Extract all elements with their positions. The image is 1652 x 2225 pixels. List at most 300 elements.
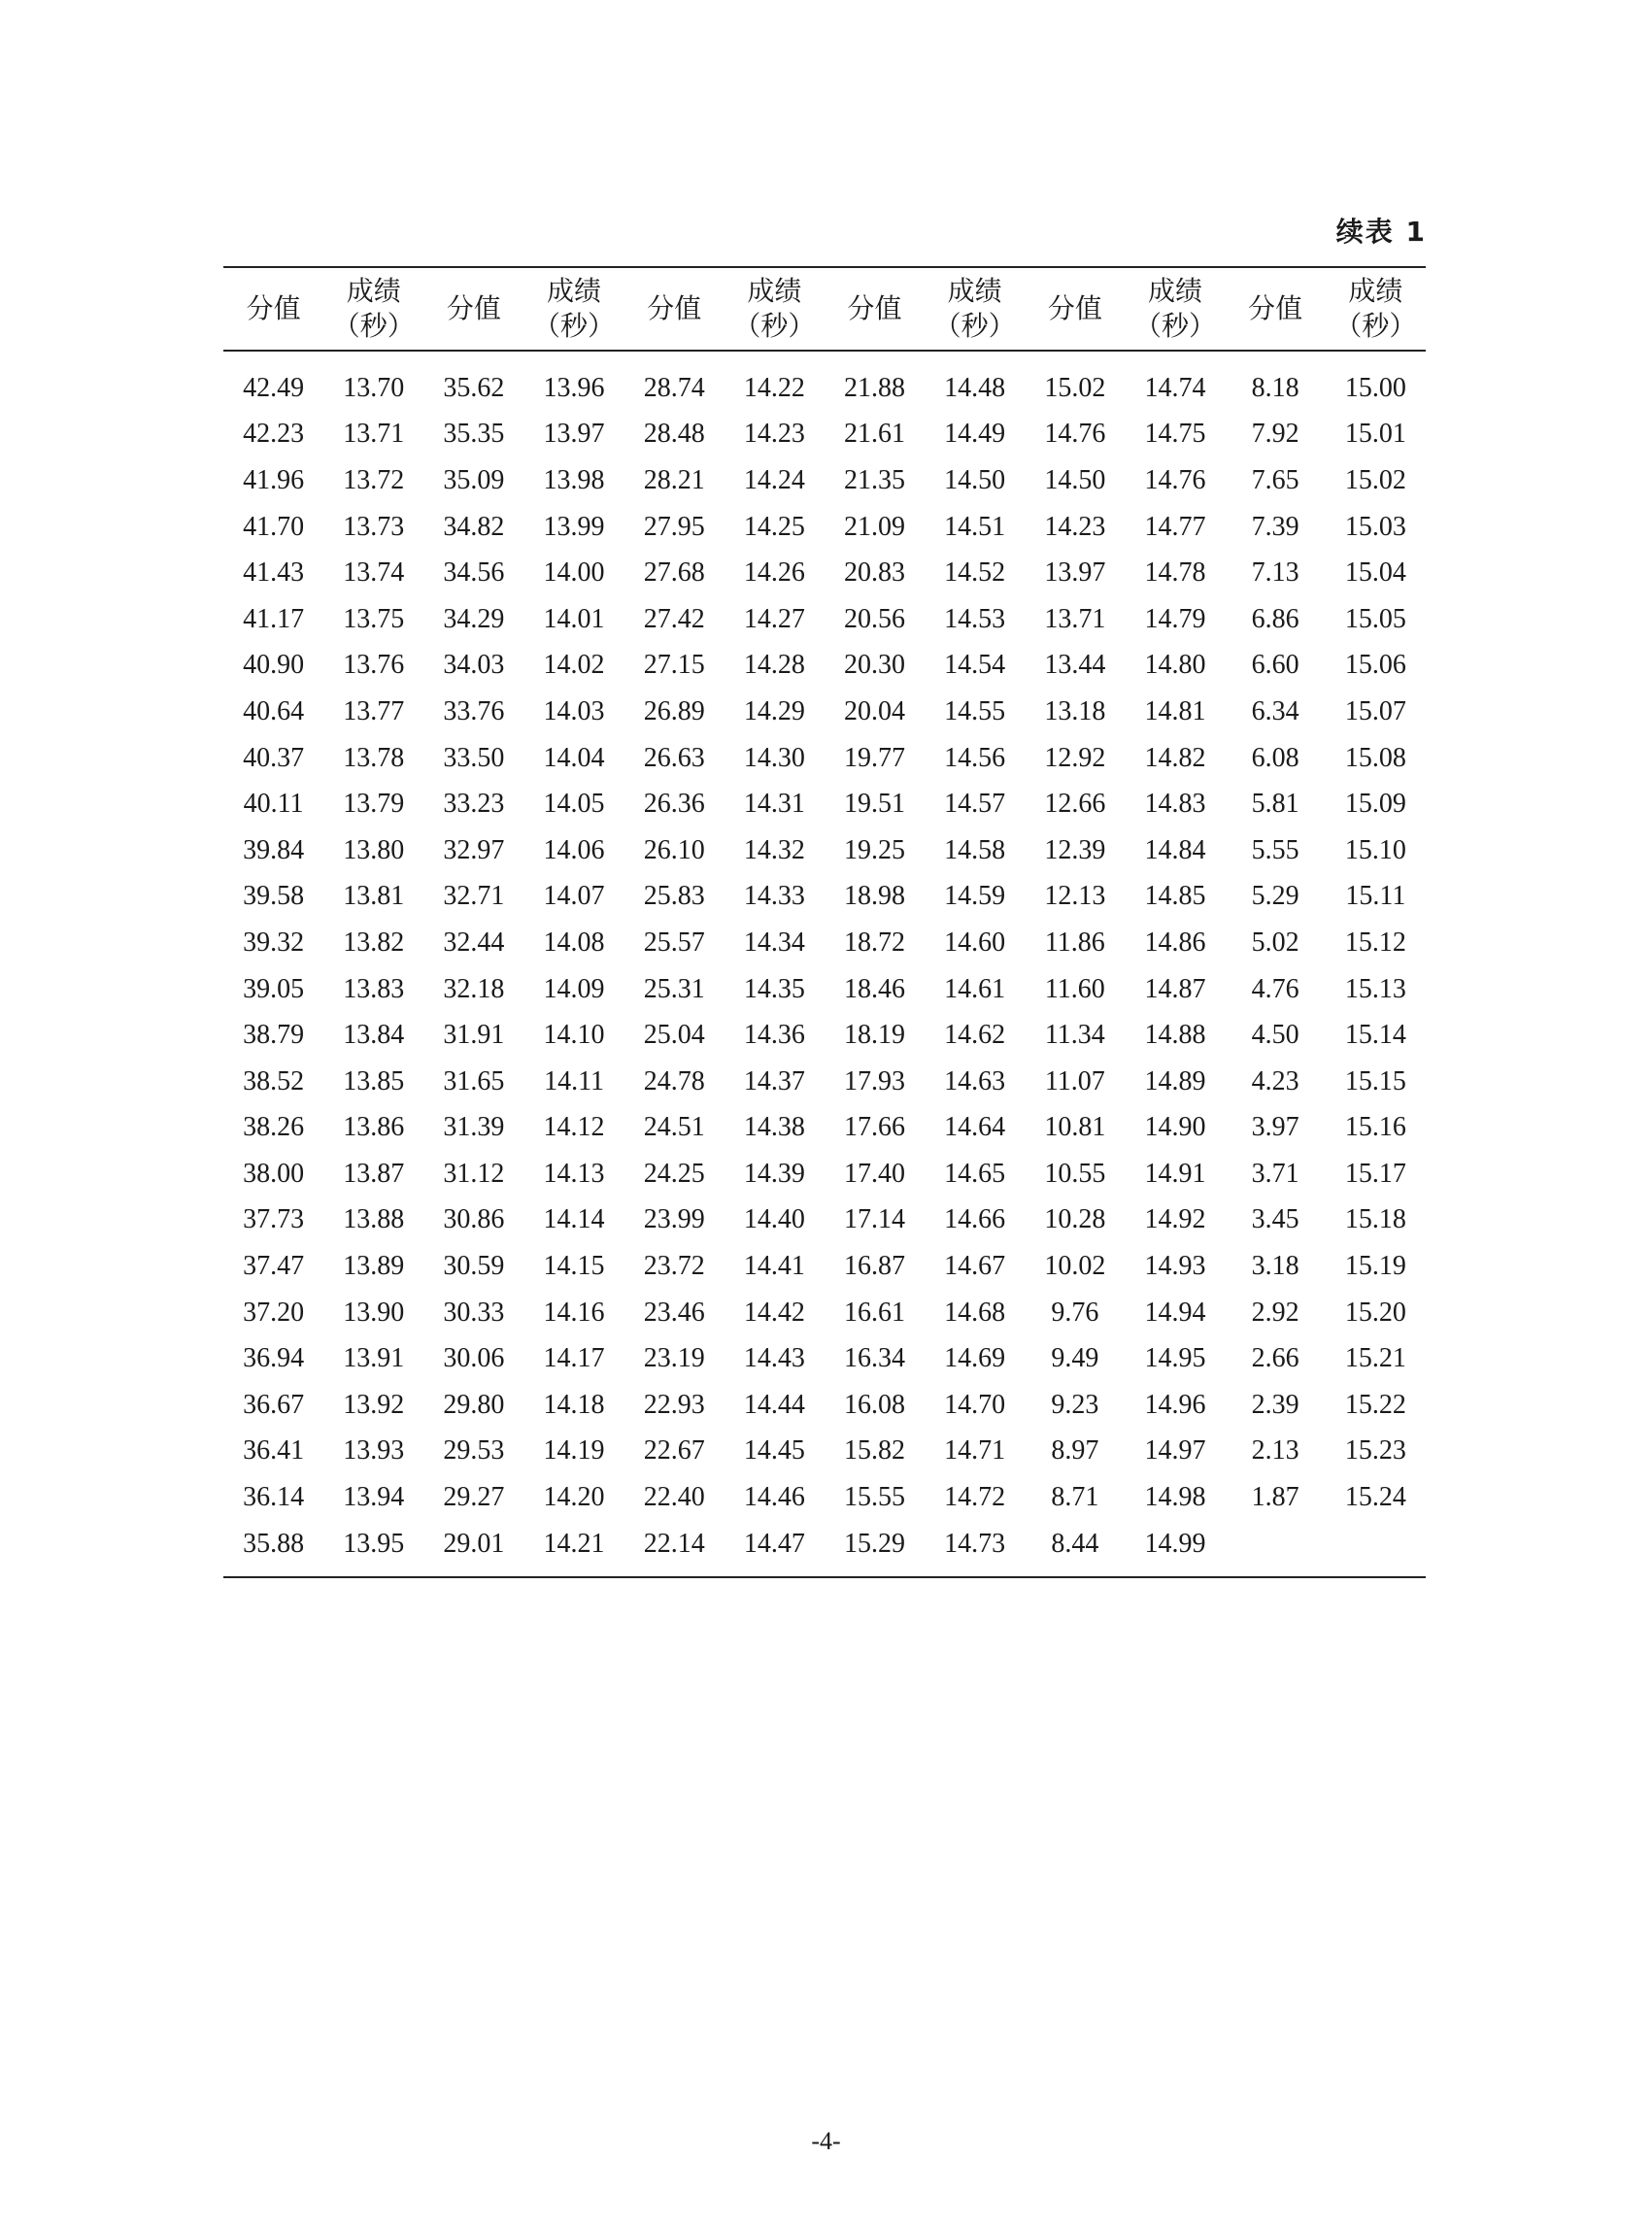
- points-cell: 6.86: [1251, 603, 1299, 634]
- points-cell: 5.81: [1251, 789, 1299, 820]
- points-cell: 41.96: [243, 464, 305, 495]
- header-points: [1226, 267, 1326, 351]
- header-score-seconds: [725, 267, 825, 351]
- time-cell: 13.95: [343, 1528, 405, 1559]
- header-points: [624, 267, 725, 351]
- points-cell: 17.14: [844, 1204, 906, 1235]
- points-cell: 42.49: [243, 372, 305, 403]
- points-cell: 15.02: [1044, 372, 1106, 403]
- page-number: -4-: [811, 2127, 841, 2155]
- time-cell: 14.51: [944, 511, 1006, 542]
- time-cell: 14.74: [1144, 372, 1206, 403]
- time-cell: 15.07: [1344, 695, 1406, 726]
- table-row: [223, 874, 1426, 921]
- points-cell: 28.74: [643, 372, 705, 403]
- points-cell: 36.41: [243, 1435, 305, 1466]
- header-unit: （秒）: [1133, 310, 1216, 342]
- points-cell: 16.61: [844, 1297, 906, 1328]
- table-row: [223, 457, 1426, 504]
- points-cell: 34.29: [443, 603, 505, 634]
- time-cell: 14.80: [1144, 650, 1206, 681]
- time-cell: 14.47: [743, 1528, 805, 1559]
- points-cell: 36.94: [243, 1343, 305, 1374]
- time-cell: 14.09: [543, 973, 605, 1004]
- points-cell: 21.88: [844, 372, 906, 403]
- time-cell: 14.61: [944, 973, 1006, 1004]
- points-cell: 8.71: [1051, 1482, 1099, 1513]
- points-cell: 12.39: [1044, 834, 1106, 865]
- points-cell: 13.44: [1044, 650, 1106, 681]
- points-cell: 19.51: [844, 789, 906, 820]
- time-cell: 14.89: [1144, 1065, 1206, 1096]
- time-cell: 15.05: [1344, 603, 1406, 634]
- time-cell: 13.78: [343, 742, 405, 773]
- points-cell: 20.30: [844, 650, 906, 681]
- time-cell: 14.60: [944, 927, 1006, 958]
- header-unit: （秒）: [733, 310, 816, 342]
- score-table-container: [223, 266, 1426, 1578]
- time-cell: 13.97: [543, 419, 605, 450]
- time-cell: 15.14: [1344, 1020, 1406, 1051]
- points-cell: 33.50: [443, 742, 505, 773]
- points-cell: 14.50: [1044, 464, 1106, 495]
- points-cell: 28.48: [643, 419, 705, 450]
- points-cell: 32.18: [443, 973, 505, 1004]
- time-cell: 15.22: [1344, 1389, 1406, 1420]
- time-cell: 13.99: [543, 511, 605, 542]
- points-cell: 7.39: [1251, 511, 1299, 542]
- table-row: [223, 1521, 1426, 1578]
- points-cell: 8.18: [1251, 372, 1299, 403]
- table-body: [223, 351, 1426, 1577]
- header-label: 成绩: [346, 275, 401, 307]
- time-cell: 14.02: [543, 650, 605, 681]
- time-cell: 14.92: [1144, 1204, 1206, 1235]
- points-cell: 22.93: [643, 1389, 705, 1420]
- points-cell: 4.76: [1251, 973, 1299, 1004]
- points-cell: 26.89: [643, 695, 705, 726]
- time-cell: 14.32: [743, 834, 805, 865]
- time-cell: 14.07: [543, 881, 605, 912]
- points-cell: 7.13: [1251, 557, 1299, 589]
- time-cell: 15.06: [1344, 650, 1406, 681]
- points-cell: 40.11: [243, 789, 304, 820]
- time-cell: 15.13: [1344, 973, 1406, 1004]
- time-cell: 15.08: [1344, 742, 1406, 773]
- time-cell: 13.81: [343, 881, 405, 912]
- time-cell: 15.21: [1344, 1343, 1406, 1374]
- points-cell: 18.46: [844, 973, 906, 1004]
- time-cell: 14.88: [1144, 1020, 1206, 1051]
- time-cell: 14.19: [543, 1435, 605, 1466]
- time-cell: 13.72: [343, 464, 405, 495]
- table-row: [223, 1197, 1426, 1244]
- points-cell: 29.27: [443, 1482, 505, 1513]
- time-cell: 14.83: [1144, 789, 1206, 820]
- points-cell: 32.71: [443, 881, 505, 912]
- points-cell: 4.50: [1251, 1020, 1299, 1051]
- header-points: [1025, 267, 1125, 351]
- points-cell: 3.18: [1251, 1251, 1299, 1282]
- points-cell: 1.87: [1251, 1482, 1299, 1513]
- table-row: [223, 920, 1426, 966]
- time-cell: 13.71: [343, 419, 405, 450]
- time-cell: 14.84: [1144, 834, 1206, 865]
- points-cell: 10.28: [1044, 1204, 1106, 1235]
- points-cell: 24.25: [643, 1158, 705, 1189]
- table-row: [223, 1429, 1426, 1475]
- time-cell: 14.16: [543, 1297, 605, 1328]
- time-cell: 14.38: [743, 1112, 805, 1143]
- points-cell: 41.70: [243, 511, 305, 542]
- time-cell: 14.63: [944, 1065, 1006, 1096]
- points-cell: 6.08: [1251, 742, 1299, 773]
- points-cell: 11.86: [1044, 927, 1105, 958]
- time-cell: 13.76: [343, 650, 405, 681]
- points-cell: 3.71: [1251, 1158, 1299, 1189]
- time-cell: 13.73: [343, 511, 405, 542]
- time-cell: 15.02: [1344, 464, 1406, 495]
- time-cell: 14.12: [543, 1112, 605, 1143]
- header-label: 分值: [246, 292, 301, 324]
- time-cell: 14.20: [543, 1482, 605, 1513]
- time-cell: 14.70: [944, 1389, 1006, 1420]
- time-cell: 13.85: [343, 1065, 405, 1096]
- time-cell: 14.94: [1144, 1297, 1206, 1328]
- points-cell: 17.66: [844, 1112, 906, 1143]
- time-cell: 13.74: [343, 557, 405, 589]
- time-cell: 14.97: [1144, 1435, 1206, 1466]
- table-row: [223, 412, 1426, 458]
- time-cell: 14.08: [543, 927, 605, 958]
- points-cell: 37.73: [243, 1204, 305, 1235]
- points-cell: 20.83: [844, 557, 906, 589]
- header-score-seconds: [523, 267, 624, 351]
- points-cell: 11.07: [1044, 1065, 1105, 1096]
- time-cell: 13.89: [343, 1251, 405, 1282]
- points-cell: 38.00: [243, 1158, 305, 1189]
- table-row: [223, 966, 1426, 1013]
- points-cell: 15.29: [844, 1528, 906, 1559]
- time-cell: 15.18: [1344, 1204, 1406, 1235]
- time-cell: 14.21: [543, 1528, 605, 1559]
- time-cell: 13.90: [343, 1297, 405, 1328]
- points-cell: 10.81: [1044, 1112, 1106, 1143]
- table-header: [223, 267, 1426, 351]
- time-cell: 14.93: [1144, 1251, 1206, 1282]
- points-cell: 2.92: [1251, 1297, 1299, 1328]
- time-cell: 14.35: [743, 973, 805, 1004]
- points-cell: 21.35: [844, 464, 906, 495]
- time-cell: 14.64: [944, 1112, 1006, 1143]
- time-cell: 14.55: [944, 695, 1006, 726]
- points-cell: 37.20: [243, 1297, 305, 1328]
- time-cell: 14.45: [743, 1435, 805, 1466]
- table-row: [223, 827, 1426, 874]
- time-cell: 15.20: [1344, 1297, 1406, 1328]
- time-cell: 14.58: [944, 834, 1006, 865]
- points-cell: 19.77: [844, 742, 906, 773]
- points-cell: 19.25: [844, 834, 906, 865]
- time-cell: 14.43: [743, 1343, 805, 1374]
- points-cell: 39.32: [243, 927, 305, 958]
- time-cell: 14.30: [743, 742, 805, 773]
- header-label: 分值: [847, 292, 902, 324]
- points-cell: 35.62: [443, 372, 505, 403]
- time-cell: 14.03: [543, 695, 605, 726]
- points-cell: 4.23: [1251, 1065, 1299, 1096]
- points-cell: 18.19: [844, 1020, 906, 1051]
- time-cell: 14.14: [543, 1204, 605, 1235]
- time-cell: 14.75: [1144, 419, 1206, 450]
- time-cell: 14.48: [944, 372, 1006, 403]
- points-cell: 7.92: [1251, 419, 1299, 450]
- points-cell: 36.67: [243, 1389, 305, 1420]
- points-cell: 10.55: [1044, 1158, 1106, 1189]
- time-cell: 15.11: [1345, 881, 1406, 912]
- time-cell: 14.18: [543, 1389, 605, 1420]
- points-cell: 31.12: [443, 1158, 505, 1189]
- time-cell: 14.56: [944, 742, 1006, 773]
- points-cell: 35.35: [443, 419, 505, 450]
- header-unit: （秒）: [933, 310, 1016, 342]
- points-cell: 25.31: [643, 973, 705, 1004]
- time-cell: 14.67: [944, 1251, 1006, 1282]
- points-cell: 34.82: [443, 511, 505, 542]
- points-cell: 16.34: [844, 1343, 906, 1374]
- time-cell: 14.40: [743, 1204, 805, 1235]
- time-cell: 14.73: [944, 1528, 1006, 1559]
- time-cell: 14.81: [1144, 695, 1206, 726]
- points-cell: 30.06: [443, 1343, 505, 1374]
- time-cell: 14.11: [544, 1065, 605, 1096]
- time-cell: 14.34: [743, 927, 805, 958]
- points-cell: 29.80: [443, 1389, 505, 1420]
- time-cell: 15.03: [1344, 511, 1406, 542]
- time-cell: 14.57: [944, 789, 1006, 820]
- points-cell: 12.66: [1044, 789, 1106, 820]
- time-cell: 14.53: [944, 603, 1006, 634]
- header-label: 成绩: [947, 275, 1002, 307]
- time-cell: 14.65: [944, 1158, 1006, 1189]
- points-cell: 13.71: [1044, 603, 1106, 634]
- time-cell: 14.41: [743, 1251, 805, 1282]
- time-cell: 15.16: [1344, 1112, 1406, 1143]
- time-cell: 14.13: [543, 1158, 605, 1189]
- points-cell: 23.72: [643, 1251, 705, 1282]
- table-row: [223, 735, 1426, 782]
- time-cell: 13.80: [343, 834, 405, 865]
- header-label: 成绩: [1147, 275, 1202, 307]
- points-cell: 25.04: [643, 1020, 705, 1051]
- time-cell: 14.87: [1144, 973, 1206, 1004]
- time-cell: 13.70: [343, 372, 405, 403]
- header-score-seconds: [1125, 267, 1225, 351]
- time-cell: 13.86: [343, 1112, 405, 1143]
- points-cell: 8.44: [1051, 1528, 1099, 1559]
- header-label: 成绩: [1348, 275, 1403, 307]
- points-cell: 39.05: [243, 973, 305, 1004]
- points-cell: 31.65: [443, 1065, 505, 1096]
- points-cell: 40.64: [243, 695, 305, 726]
- points-cell: 30.33: [443, 1297, 505, 1328]
- time-cell: 13.79: [343, 789, 405, 820]
- points-cell: 27.42: [643, 603, 705, 634]
- time-cell: 15.15: [1344, 1065, 1406, 1096]
- points-cell: 22.67: [643, 1435, 705, 1466]
- points-cell: 30.59: [443, 1251, 505, 1282]
- table-row: [223, 504, 1426, 551]
- points-cell: 35.88: [243, 1528, 305, 1559]
- time-cell: [1326, 1521, 1426, 1578]
- points-cell: 3.97: [1251, 1112, 1299, 1143]
- points-cell: 5.29: [1251, 881, 1299, 912]
- points-cell: 30.86: [443, 1204, 505, 1235]
- time-cell: 14.05: [543, 789, 605, 820]
- header-label: 分值: [1248, 292, 1303, 324]
- time-cell: 13.87: [343, 1158, 405, 1189]
- time-cell: 15.17: [1344, 1158, 1406, 1189]
- header-points: [223, 267, 323, 351]
- time-cell: 14.96: [1144, 1389, 1206, 1420]
- table-row: [223, 1335, 1426, 1382]
- time-cell: 14.86: [1144, 927, 1206, 958]
- time-cell: 14.66: [944, 1204, 1006, 1235]
- points-cell: 27.15: [643, 650, 705, 681]
- time-cell: 14.46: [743, 1482, 805, 1513]
- header-score-seconds: [323, 267, 423, 351]
- table-caption: 续表 1: [1335, 216, 1427, 248]
- time-cell: 15.09: [1344, 789, 1406, 820]
- time-cell: 13.92: [343, 1389, 405, 1420]
- points-cell: 23.99: [643, 1204, 705, 1235]
- points-cell: 41.17: [243, 603, 305, 634]
- table-row: [223, 1382, 1426, 1429]
- time-cell: 14.25: [743, 511, 805, 542]
- points-cell: 8.97: [1051, 1435, 1099, 1466]
- points-cell: 23.19: [643, 1343, 705, 1374]
- table-row: [223, 643, 1426, 690]
- points-cell: 37.47: [243, 1251, 305, 1282]
- points-cell: 3.45: [1251, 1204, 1299, 1235]
- points-cell: 10.02: [1044, 1251, 1106, 1282]
- time-cell: 14.82: [1144, 742, 1206, 773]
- header-score-seconds: [925, 267, 1025, 351]
- table-row: [223, 1105, 1426, 1152]
- points-cell: 34.56: [443, 557, 505, 589]
- table-row: [223, 1059, 1426, 1105]
- time-cell: 14.50: [944, 464, 1006, 495]
- points-cell: 41.43: [243, 557, 305, 589]
- table-row: [223, 781, 1426, 827]
- points-cell: 13.18: [1044, 695, 1106, 726]
- points-cell: 9.23: [1051, 1389, 1099, 1420]
- time-cell: 13.93: [343, 1435, 405, 1466]
- table-row: [223, 1474, 1426, 1521]
- score-table: [223, 266, 1426, 1578]
- points-cell: 2.66: [1251, 1343, 1299, 1374]
- time-cell: 14.26: [743, 557, 805, 589]
- time-cell: 14.22: [743, 372, 805, 403]
- header-unit: （秒）: [1334, 310, 1417, 342]
- time-cell: 14.98: [1144, 1482, 1206, 1513]
- time-cell: 14.33: [743, 881, 805, 912]
- time-cell: 14.15: [543, 1251, 605, 1282]
- points-cell: 26.36: [643, 789, 705, 820]
- points-cell: 15.55: [844, 1482, 906, 1513]
- time-cell: 14.59: [944, 881, 1006, 912]
- header-points: [825, 267, 925, 351]
- header-label: 成绩: [747, 275, 802, 307]
- time-cell: 14.37: [743, 1065, 805, 1096]
- points-cell: 22.14: [643, 1528, 705, 1559]
- table-row: [223, 1151, 1426, 1197]
- points-cell: 13.97: [1044, 557, 1106, 589]
- time-cell: 14.29: [743, 695, 805, 726]
- time-cell: 14.04: [543, 742, 605, 773]
- time-cell: 14.99: [1144, 1528, 1206, 1559]
- table-row: [223, 1243, 1426, 1290]
- time-cell: 13.84: [343, 1020, 405, 1051]
- points-cell: 33.76: [443, 695, 505, 726]
- time-cell: 14.72: [944, 1482, 1006, 1513]
- header-label: 分值: [647, 292, 702, 324]
- time-cell: 13.94: [343, 1482, 405, 1513]
- time-cell: 14.54: [944, 650, 1006, 681]
- time-cell: 15.12: [1344, 927, 1406, 958]
- time-cell: 14.90: [1144, 1112, 1206, 1143]
- time-cell: 14.95: [1144, 1343, 1206, 1374]
- time-cell: 13.83: [343, 973, 405, 1004]
- points-cell: 7.65: [1251, 464, 1299, 495]
- points-cell: 11.60: [1044, 973, 1105, 1004]
- time-cell: 13.82: [343, 927, 405, 958]
- time-cell: 14.06: [543, 834, 605, 865]
- points-cell: 21.61: [844, 419, 906, 450]
- points-cell: 11.34: [1044, 1020, 1105, 1051]
- time-cell: 14.76: [1144, 464, 1206, 495]
- time-cell: 14.27: [743, 603, 805, 634]
- points-cell: 20.56: [844, 603, 906, 634]
- points-cell: 34.03: [443, 650, 505, 681]
- points-cell: 33.23: [443, 789, 505, 820]
- points-cell: 29.01: [443, 1528, 505, 1559]
- points-cell: 24.78: [643, 1065, 705, 1096]
- points-cell: 39.84: [243, 834, 305, 865]
- time-cell: 13.77: [343, 695, 405, 726]
- header-points: [423, 267, 523, 351]
- time-cell: 14.91: [1144, 1158, 1206, 1189]
- time-cell: 13.88: [343, 1204, 405, 1235]
- table-row: [223, 351, 1426, 412]
- table-row: [223, 550, 1426, 596]
- points-cell: 27.95: [643, 511, 705, 542]
- time-cell: 15.10: [1344, 834, 1406, 865]
- time-cell: 14.39: [743, 1158, 805, 1189]
- table-row: [223, 1290, 1426, 1336]
- time-cell: 14.52: [944, 557, 1006, 589]
- points-cell: 31.39: [443, 1112, 505, 1143]
- header-label: 分值: [446, 292, 501, 324]
- points-cell: 5.02: [1251, 927, 1299, 958]
- points-cell: 12.92: [1044, 742, 1106, 773]
- time-cell: 14.24: [743, 464, 805, 495]
- points-cell: 17.40: [844, 1158, 906, 1189]
- points-cell: 31.91: [443, 1020, 505, 1051]
- points-cell: 32.44: [443, 927, 505, 958]
- time-cell: 14.00: [543, 557, 605, 589]
- header-unit: （秒）: [533, 310, 616, 342]
